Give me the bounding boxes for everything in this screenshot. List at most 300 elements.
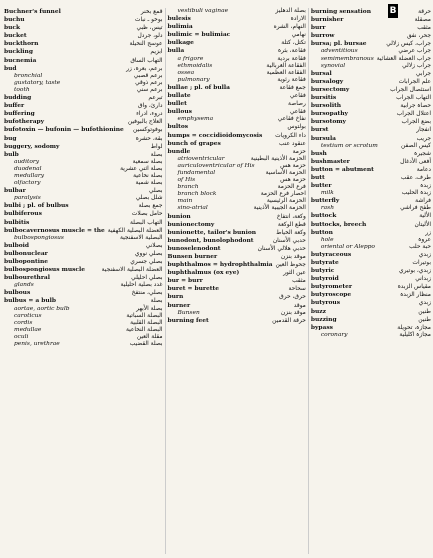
dictionary-entry: [168, 184, 306, 191]
dictionary-entry: [4, 80, 163, 87]
entry-term: bud: [4, 64, 17, 72]
entry-translation: مقلة العين: [136, 333, 163, 340]
entry-term: bucket: [4, 32, 27, 40]
entry-translation: زبدة الحليب: [401, 190, 431, 197]
entry-term: butyroscope: [310, 291, 352, 299]
dictionary-entry: [311, 150, 431, 158]
entry-term: milk: [320, 190, 334, 197]
entry-translation: سحاحة: [288, 286, 306, 293]
dictionary-entry: [311, 78, 431, 86]
entry-term: tooth: [14, 86, 30, 93]
dictionary-entry: [168, 31, 306, 39]
dictionary-entry: [311, 135, 431, 143]
dictionary-entry: [4, 289, 163, 297]
entry-term: bullous: [167, 108, 192, 116]
dictionary-entry: [311, 70, 431, 78]
entry-term: bulbiferous: [4, 210, 42, 218]
entry-translation: وكعة الخياط: [276, 229, 306, 236]
entry-translation: بصلة الأبهر: [136, 305, 163, 312]
dictionary-entry: [4, 24, 163, 32]
entry-translation: دارئ، واق: [137, 103, 163, 110]
entry-term: bypass: [310, 323, 333, 331]
entry-term: bullet: [167, 100, 187, 108]
entry-translation: انفجار: [416, 127, 431, 134]
dictionary-entry: [168, 148, 306, 156]
entry-term: bulbospongiosus muscle: [4, 266, 85, 274]
entry-translation: طنين: [418, 316, 431, 323]
entry-translation: قمع بخنر: [140, 9, 163, 15]
entry-translation: جرابي: [415, 70, 431, 77]
entry-translation: طرف، عقب: [400, 174, 431, 181]
entry-translation: مصقلة: [414, 17, 431, 24]
entry-term: buchu: [4, 16, 25, 24]
entry-term: buckling: [4, 48, 33, 56]
entry-translation: برعم قصبي: [133, 72, 163, 79]
entry-translation: حزمة هس: [280, 162, 306, 169]
dictionary-entry: [4, 143, 163, 151]
dictionary-entry: [168, 277, 306, 285]
dictionary-entry: [4, 166, 163, 173]
entry-term: atrioventricular: [177, 155, 225, 162]
dictionary-entry: [311, 251, 431, 259]
dictionary-entry: [311, 259, 431, 267]
entry-translation: طنين: [418, 308, 431, 315]
entry-term: butyrous: [310, 299, 341, 307]
entry-translation: العلاج بالبوفين: [127, 119, 163, 126]
entry-term: bulimia: [167, 23, 193, 31]
entry-translation: بصلاني: [145, 242, 163, 249]
dictionary-entry: [311, 324, 431, 332]
entry-term: bursa; pl. bursae: [310, 40, 367, 48]
dictionary-entry: [168, 245, 306, 253]
entry-translation: تكتل، كتلة: [281, 40, 306, 47]
entry-translation: غدد بصلية احليلية: [120, 282, 163, 289]
entry-translation: البصلة النخاعية: [125, 326, 163, 333]
entry-translation: حدبي الأسنان: [272, 237, 306, 244]
entry-translation: جراب العضلة الغشائية: [376, 55, 431, 62]
entry-translation: الحزمة الأذينية البطينية: [250, 155, 306, 162]
entry-translation: الفقاعة العظمية: [266, 69, 306, 76]
entry-translation: حرق، حرق: [279, 294, 306, 301]
entry-term: buphthalmos = hydrophthalmia: [167, 261, 273, 269]
entry-term: semimembranous: [320, 55, 374, 62]
entry-term: duodenal: [14, 165, 42, 172]
entry-translation: مجازة اكليلية: [399, 331, 431, 338]
entry-term: bulb: [4, 150, 19, 158]
dictionary-entry: [311, 174, 431, 182]
entry-translation: البصلة السباتية: [126, 312, 163, 319]
dictionary-entry: [311, 166, 431, 174]
entry-translation: بصلي نووي: [134, 250, 163, 257]
entry-translation: الارادة: [290, 16, 306, 23]
entry-translation: العضلة البصلية الاسفنجية: [101, 267, 163, 274]
dictionary-entry: [168, 213, 306, 221]
entry-term: synovial: [320, 62, 346, 69]
entry-term: burrow: [310, 32, 335, 40]
dictionary-entry: [311, 126, 431, 134]
dictionary-entry: [4, 87, 163, 94]
entry-term: bulbitis: [4, 218, 30, 226]
entry-translation: اعتلال الجراب: [396, 111, 431, 118]
dictionary-entry: [311, 283, 431, 291]
dictionary-entry: [4, 242, 163, 250]
dictionary-entry: [4, 274, 163, 282]
dictionary-entry: [168, 269, 306, 277]
entry-term: sino-atrial: [177, 205, 208, 212]
entry-term: bursolith: [310, 102, 342, 110]
entry-term: coronary: [320, 331, 348, 338]
dictionary-entry: [311, 94, 431, 102]
entry-term: button = abutment: [310, 165, 374, 173]
dictionary-entry: [4, 159, 163, 166]
dictionary-entry: [311, 308, 431, 316]
dictionary-entry: [311, 24, 431, 32]
entry-translation: جحوظ العين: [275, 262, 306, 269]
dictionary-entry: [4, 258, 163, 266]
column-middle: [168, 8, 309, 554]
entry-translation: حبة حلب: [409, 243, 431, 250]
dictionary-entry: [4, 135, 163, 143]
dictionary-entry: [168, 229, 306, 237]
entry-term: bulla: [167, 47, 185, 55]
dictionary-entry: [311, 237, 431, 244]
dictionary-entry: [4, 65, 163, 73]
entry-term: bulbi ; pl. of bulbus: [4, 202, 69, 210]
entry-translation: شجيرة: [414, 150, 431, 157]
entry-translation: كيس الصفن: [401, 142, 431, 149]
dictionary-entry: [4, 32, 163, 40]
entry-translation: داء الكرويات: [275, 132, 306, 139]
entry-term: glands: [14, 282, 34, 289]
entry-term: butyric: [310, 267, 335, 275]
entry-translation: شلل بصلي: [135, 195, 163, 202]
dictionary-entry: [4, 126, 163, 134]
entry-translation: بضع الجراب: [401, 119, 431, 126]
dictionary-entry: [311, 332, 431, 339]
entry-term: burr: [310, 24, 326, 32]
dictionary-entry: [168, 237, 306, 245]
entry-term: pulmonary: [177, 76, 210, 83]
dictionary-entry: [4, 102, 163, 110]
entry-term: buckthorn: [4, 40, 39, 48]
dictionary-entry: [168, 163, 306, 170]
entry-term: bucnemia: [4, 56, 37, 64]
entry-term: bunionectomy: [167, 220, 215, 228]
entry-term: olfactory: [14, 180, 41, 187]
entry-term: branch block: [177, 191, 217, 198]
entry-translation: مثقب: [417, 25, 431, 32]
dictionary-entry: [311, 32, 431, 40]
dictionary-entry: [168, 261, 306, 269]
dictionary-entry: [4, 297, 163, 305]
entry-translation: عنقود عنب: [278, 140, 306, 147]
entry-term: penis, urethrae: [14, 341, 60, 348]
dictionary-entry: [168, 92, 306, 100]
dictionary-entry: [4, 94, 163, 102]
dictionary-entry: [168, 108, 306, 116]
entry-term: bulimic = bulimiac: [167, 31, 231, 39]
dictionary-entry: [168, 253, 306, 261]
dictionary-entry: [168, 84, 306, 92]
entry-translation: بصلي، منتفخ: [131, 290, 163, 297]
dictionary-entry: [4, 282, 163, 289]
entry-translation: بصلي جسري: [130, 259, 163, 265]
entry-term: oculi: [14, 333, 29, 340]
entry-translation: منظار الزبدة: [400, 292, 431, 299]
dictionary-entry: [168, 132, 306, 140]
entry-translation: دلو، جردل: [137, 33, 163, 40]
entry-translation: الأليتان: [414, 221, 431, 228]
entry-term: butter: [310, 182, 332, 190]
entry-term: bulbus = a bulb: [4, 297, 57, 305]
column-right: [311, 8, 433, 554]
entry-translation: أفعى الأدغال: [400, 158, 431, 165]
dictionary-entry: [311, 56, 431, 63]
dictionary-entry: [4, 320, 163, 327]
entry-translation: تيس، ظبي: [136, 25, 163, 32]
dictionary-entry: [168, 63, 306, 70]
entry-term: hole: [320, 236, 334, 243]
dictionary-entry: [168, 116, 306, 123]
dictionary-entry: [311, 48, 431, 55]
dictionary-entry: [311, 212, 431, 220]
entry-term: budding: [4, 94, 32, 102]
entry-translation: البصلة القلبية: [130, 319, 163, 326]
entry-term: Buchner's funnel: [4, 8, 61, 15]
entry-translation: فراشة: [415, 198, 431, 205]
entry-term: emphysema: [177, 116, 214, 123]
dictionary-entry: [4, 227, 163, 235]
entry-translation: فقاعي: [289, 93, 306, 100]
entry-translation: الحزمة الرئيسية: [266, 198, 306, 205]
entry-translation: رصاصة: [288, 101, 306, 108]
dictionary-entry: [4, 173, 163, 180]
entry-translation: بصلي: [148, 188, 163, 195]
entry-translation: دعامة: [416, 166, 431, 173]
dictionary-entry: [168, 293, 306, 301]
entry-term: humps = coccidioidomycosis: [167, 131, 263, 139]
entry-term: bunch of grapes: [167, 139, 221, 147]
entry-translation: بصلة اثني عشرية: [120, 165, 163, 172]
entry-translation: التهاب البصلة: [129, 219, 163, 226]
entry-term: medullary: [14, 172, 45, 179]
entry-translation: فرع الحزمة: [277, 184, 306, 191]
entry-term: button: [310, 228, 333, 236]
dictionary-entry: [4, 266, 163, 274]
entry-term: burn: [167, 293, 184, 301]
entry-translation: بصلي احليلي: [131, 275, 163, 282]
entry-translation: علم الجرابات: [398, 78, 431, 85]
entry-term: gustatory, taste: [14, 79, 61, 86]
entry-translation: زبدة: [420, 183, 431, 190]
dictionary-entry: [311, 86, 431, 94]
entry-term: ossea: [177, 69, 195, 76]
entry-translation: جراب، كيس زلالي: [386, 41, 431, 48]
entry-translation: بصلة القضيب: [129, 341, 163, 348]
entry-term: buzz: [310, 307, 326, 315]
dictionary-entry: [4, 48, 163, 56]
entry-translation: الحزمة الجيبية الأذينية: [253, 205, 306, 212]
entry-translation: بصلة الدهليز: [275, 8, 306, 14]
entry-term: bulbonuclear: [4, 249, 48, 257]
entry-translation: وكعة، انتفاخ: [276, 213, 306, 220]
entry-term: bur = burr: [167, 277, 203, 285]
dictionary-entry: [168, 39, 306, 47]
dictionary-entry: [311, 316, 431, 324]
entry-term: bundle: [167, 147, 191, 155]
entry-translation: بوتيرات: [412, 260, 431, 266]
dictionary-entry: [4, 57, 163, 65]
entry-translation: بصلة: [150, 151, 163, 158]
column-left: [4, 8, 166, 554]
entry-translation: بصلة: [150, 298, 163, 305]
entry-term: bulkage: [167, 39, 194, 47]
dictionary-entry: [168, 285, 306, 293]
entry-term: Bunsen burner: [167, 253, 218, 260]
entry-translation: زر: [425, 229, 431, 236]
entry-translation: حزمة: [292, 148, 306, 155]
entry-term: buffering: [4, 110, 35, 118]
entry-term: bush: [310, 149, 327, 157]
dictionary-entry: [4, 313, 163, 320]
dictionary-entry: [311, 16, 431, 24]
entry-term: bursitis: [310, 94, 337, 102]
dictionary-entry: [168, 23, 306, 31]
entry-translation: فقاعة بردية: [277, 55, 306, 62]
entry-translation: جراب عرضي: [398, 48, 431, 55]
entry-term: bursal: [310, 69, 332, 77]
entry-term: burner: [167, 301, 191, 309]
entry-translation: زبدي: [418, 300, 431, 307]
entry-translation: طفح فراشي: [400, 205, 431, 212]
entry-term: medullae: [14, 326, 42, 333]
entry-translation: ابزيم: [150, 49, 163, 56]
dictionary-entry: [4, 118, 163, 126]
entry-translation: حرقة القدمين: [272, 317, 306, 324]
entry-translation: زبدي، بوتيري: [399, 268, 431, 275]
entry-term: of His: [177, 177, 196, 184]
entry-term: bulbourethral: [4, 274, 50, 282]
dictionary-entry: [4, 341, 163, 348]
entry-term: bunoselenodont: [167, 244, 221, 252]
entry-term: vestibuli vaginae: [177, 8, 229, 14]
entry-term: buttock: [310, 212, 337, 220]
entry-term: rash: [320, 205, 334, 212]
entry-translation: استئصال الجراب: [390, 86, 431, 93]
entry-translation: نهامي: [291, 32, 306, 39]
dictionary-entry: [311, 291, 431, 299]
entry-term: burning sensation: [310, 8, 371, 15]
dictionary-entry: [311, 143, 431, 150]
dictionary-entry: [311, 267, 431, 275]
entry-term: aortae, aortic bulb: [14, 305, 70, 312]
entry-term: bug: [4, 134, 17, 142]
entry-translation: فقاعة، بثرة: [278, 48, 306, 55]
entry-term: buffer: [4, 102, 25, 110]
entry-translation: حزمة هس: [280, 177, 306, 184]
entry-translation: بوخو ـ نبات: [134, 17, 163, 24]
entry-term: buggery, sodomy: [4, 142, 60, 150]
entry-translation: مثقب: [292, 278, 306, 285]
entry-translation: جراب زلالي: [402, 62, 431, 69]
dictionary-entry: [4, 73, 163, 80]
entry-translation: التهاب الجراب: [396, 95, 431, 102]
dictionary-entry: [168, 8, 306, 15]
entry-term: butterfly: [310, 197, 340, 205]
entry-term: buzzing: [310, 315, 337, 323]
entry-term: auditory: [14, 158, 40, 165]
entry-translation: الفقاعة الغربالية: [266, 62, 306, 69]
dictionary-entry: [311, 110, 431, 118]
entry-term: ethmoidalis: [177, 62, 213, 69]
entry-translation: زبداني: [415, 276, 431, 283]
entry-translation: موقد بنزن: [280, 254, 306, 260]
dictionary-entry: [168, 77, 306, 84]
dictionary-entry: [168, 15, 306, 23]
dictionary-entry: [311, 102, 431, 110]
entry-term: buphthalmus (ox eye): [167, 269, 240, 277]
entry-translation: برعم سني: [136, 86, 163, 93]
dictionary-entry: [168, 70, 306, 77]
entry-translation: حصاة جرابية: [400, 103, 431, 110]
entry-term: bufotherapy: [4, 118, 45, 126]
dictionary-entry: [311, 158, 431, 166]
entry-term: bunodont, bunolophodont: [167, 236, 254, 244]
entry-translation: جريب: [416, 135, 431, 142]
entry-translation: بقة، حشرة: [135, 135, 163, 142]
entry-term: buret = burette: [167, 285, 219, 293]
dictionary-entry: [4, 16, 163, 24]
dictionary-entry: [4, 334, 163, 341]
dictionary-entry: [4, 202, 163, 210]
entry-term: bursula: [310, 134, 337, 142]
entry-translation: التهاب الساق: [130, 57, 163, 64]
entry-term: bufotoxin — bufonin — bufothionine: [4, 126, 124, 134]
entry-translation: مجازة، تحويلة: [397, 324, 431, 331]
entry-term: bronchial: [14, 72, 43, 79]
dictionary-entry: [4, 235, 163, 242]
entry-translation: العضلة البصلية الكهفية: [107, 227, 163, 234]
entry-translation: احصار فرع الحزمة: [260, 191, 306, 198]
dictionary-entry: [4, 151, 163, 159]
entry-term: butyroid: [310, 275, 339, 283]
dictionary-entry: [4, 40, 163, 48]
entry-translation: فقاعة رئوية: [277, 76, 306, 83]
entry-translation: بصلة سمعية: [132, 158, 163, 165]
entry-term: a frigore: [177, 55, 204, 62]
entry-translation: برعم ذوقي: [135, 79, 163, 86]
entry-term: buck: [4, 24, 21, 32]
entry-term: bursopathy: [310, 110, 348, 118]
entry-term: adventitious: [320, 48, 358, 55]
entry-translation: عوسج النخيلة: [129, 41, 163, 48]
entry-translation: جحر، نفق: [406, 33, 431, 40]
entry-term: bursalogy: [310, 77, 344, 85]
entry-term: bulbocavernosus muscle = the: [4, 226, 105, 234]
entry-term: bulbopontine: [4, 258, 49, 265]
dictionary-entry: [311, 190, 431, 197]
dictionary-entry: [311, 8, 431, 16]
entry-term: butt: [310, 173, 325, 181]
dictionary-entry: [311, 299, 431, 307]
entry-translation: بصلة شمية: [135, 180, 163, 187]
dictionary-columns: [4, 8, 431, 554]
entry-term: burning feet: [167, 316, 209, 324]
entry-translation: فقاعي: [289, 109, 306, 116]
entry-term: oriental or Aleppo: [320, 243, 375, 250]
entry-term: bursectomy: [310, 85, 350, 93]
entry-term: paralysis: [14, 195, 41, 202]
